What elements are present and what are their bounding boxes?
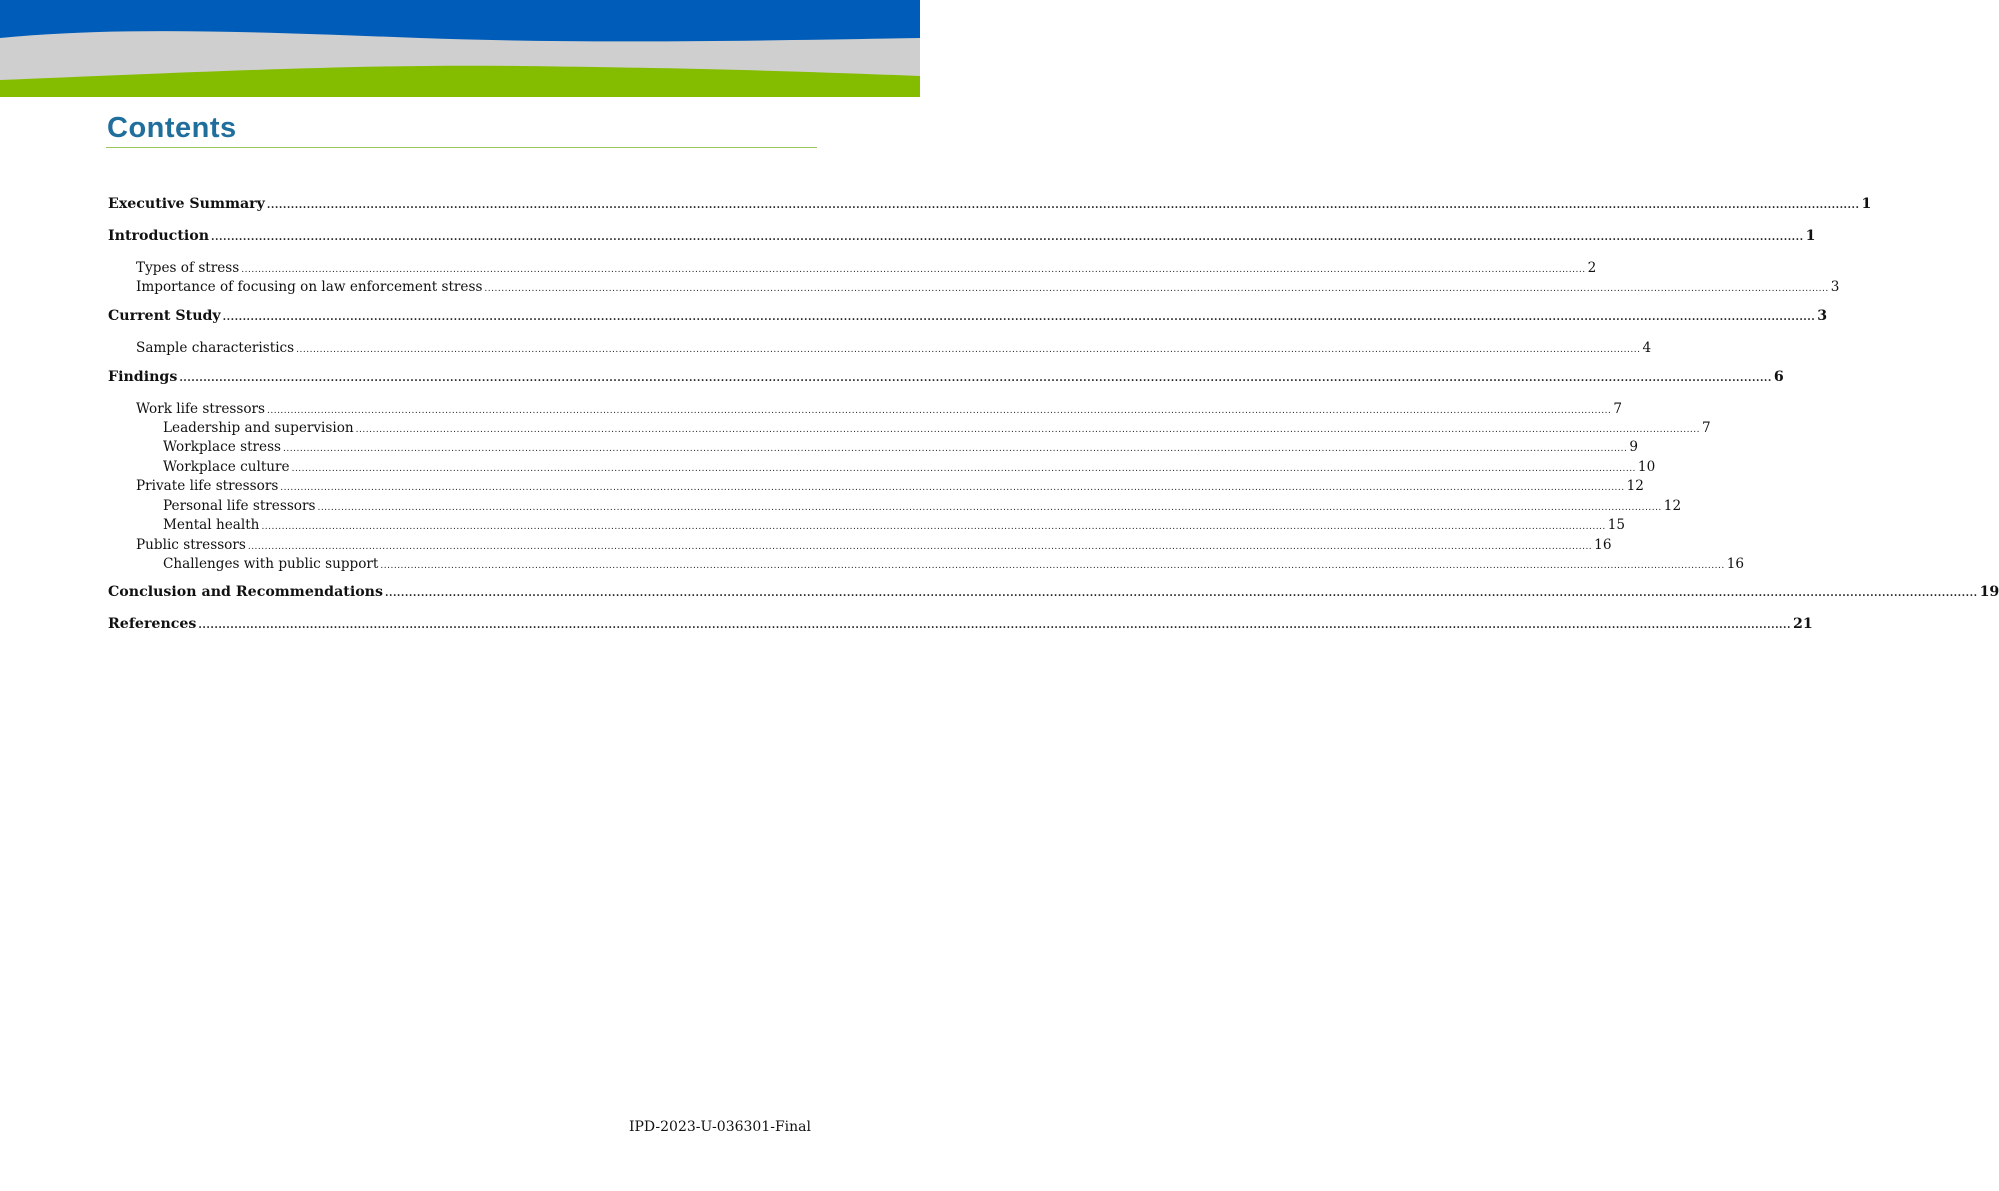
- toc-page-number: 7: [1613, 401, 1622, 417]
- toc-leader: ................................................................................................................................................................................................................................................................................................................................................................................................................: [179, 373, 1772, 384]
- toc-entry-references[interactable]: [108, 614, 1813, 634]
- toc-entry-public-stressors[interactable]: [136, 535, 1612, 555]
- toc-label: Personal life stressors: [163, 498, 316, 514]
- toc-page-number: 16: [1726, 556, 1745, 572]
- toc-label: Findings: [108, 369, 178, 385]
- toc-page-number: 9: [1629, 439, 1639, 455]
- toc-label: Work life stressors: [136, 401, 265, 417]
- toc-label: Public stressors: [136, 537, 246, 553]
- toc-page-number: 6: [1773, 369, 1784, 385]
- toc-entry-conclusion[interactable]: [108, 582, 1999, 602]
- toc-label: References: [108, 616, 197, 632]
- page-title: Contents: [107, 112, 237, 144]
- toc-page-number: 1: [1805, 228, 1816, 244]
- toc-leader: ................................................................................................................................................................................................................................................................................................................................................................................................................: [317, 503, 1662, 513]
- toc-entry-sample-characteristics[interactable]: [136, 338, 1652, 358]
- toc-label: Sample characteristics: [136, 340, 295, 356]
- toc-entry-executive-summary[interactable]: [108, 194, 1872, 214]
- toc-entry-types-of-stress[interactable]: [136, 258, 1597, 278]
- toc-page-number: 12: [1663, 498, 1682, 514]
- toc-leader: ................................................................................................................................................................................................................................................................................................................................................................................................................: [222, 312, 1816, 323]
- toc-label: Workplace culture: [163, 459, 290, 475]
- toc-entry-mental-health[interactable]: [163, 515, 1626, 535]
- toc-page-number: 3: [1830, 279, 1840, 295]
- toc-entry-findings[interactable]: [108, 367, 1784, 387]
- document-id: IPD-2023-U-036301-Final: [628, 1119, 811, 1135]
- toc-entry-leadership-supervision[interactable]: [163, 418, 1711, 438]
- toc-entry-introduction[interactable]: [108, 226, 1816, 246]
- toc-leader: ................................................................................................................................................................................................................................................................................................................................................................................................................: [280, 483, 1625, 493]
- toc-leader: ................................................................................................................................................................................................................................................................................................................................................................................................................: [355, 425, 1701, 435]
- toc-entry-private-life-stressors[interactable]: [136, 476, 1644, 496]
- toc-page-number: 15: [1607, 517, 1626, 533]
- toc-label: Types of stress: [136, 260, 240, 276]
- toc-entry-importance-focusing[interactable]: [136, 277, 1840, 297]
- toc-leader: ................................................................................................................................................................................................................................................................................................................................................................................................................: [384, 588, 1978, 599]
- toc-page-number: 12: [1626, 478, 1644, 494]
- toc-leader: ................................................................................................................................................................................................................................................................................................................................................................................................................: [283, 444, 1628, 454]
- toc-entry-work-life-stressors[interactable]: [136, 399, 1622, 419]
- toc-page-number: 2: [1587, 260, 1597, 276]
- toc-leader: ................................................................................................................................................................................................................................................................................................................................................................................................................: [198, 620, 1791, 631]
- toc-page-number: 4: [1642, 340, 1652, 356]
- toc-label: Challenges with public support: [163, 556, 379, 572]
- toc-label: Private life stressors: [136, 478, 279, 494]
- toc-leader: ................................................................................................................................................................................................................................................................................................................................................................................................................: [247, 542, 1593, 552]
- toc-page-number: 7: [1702, 420, 1711, 436]
- toc-leader: ................................................................................................................................................................................................................................................................................................................................................................................................................: [241, 265, 1586, 275]
- toc-leader: ................................................................................................................................................................................................................................................................................................................................................................................................................: [266, 200, 1860, 211]
- toc-label: Leadership and supervision: [163, 420, 354, 436]
- toc-page-number: 19: [1979, 584, 1999, 600]
- toc-page-number: 1: [1861, 196, 1872, 212]
- toc-entry-personal-life-stressors[interactable]: [163, 496, 1682, 516]
- toc-page-number: 21: [1793, 616, 1813, 632]
- toc-label: Importance of focusing on law enforcement stress: [136, 279, 483, 295]
- toc-page-number: 3: [1817, 308, 1828, 324]
- toc-leader: ................................................................................................................................................................................................................................................................................................................................................................................................................: [266, 406, 1612, 416]
- toc-label: Mental health: [163, 517, 260, 533]
- toc-page-number: 10: [1637, 459, 1656, 475]
- toc-label: Executive Summary: [108, 196, 265, 212]
- toc-leader: ................................................................................................................................................................................................................................................................................................................................................................................................................: [291, 464, 1636, 474]
- toc-entry-challenges-public-support[interactable]: [163, 554, 1745, 574]
- toc-label: Current Study: [108, 308, 221, 324]
- toc-leader: ................................................................................................................................................................................................................................................................................................................................................................................................................: [380, 561, 1725, 571]
- toc-label: Introduction: [108, 228, 210, 244]
- toc-leader: ................................................................................................................................................................................................................................................................................................................................................................................................................: [261, 522, 1606, 532]
- toc-page-number: 16: [1594, 537, 1612, 553]
- toc-leader: ................................................................................................................................................................................................................................................................................................................................................................................................................: [296, 345, 1641, 355]
- toc-entry-current-study[interactable]: [108, 306, 1828, 326]
- toc-leader: ................................................................................................................................................................................................................................................................................................................................................................................................................: [484, 284, 1829, 294]
- toc-entry-workplace-culture[interactable]: [163, 457, 1656, 477]
- toc-label: Workplace stress: [163, 439, 282, 455]
- toc-leader: ................................................................................................................................................................................................................................................................................................................................................................................................................: [211, 232, 1804, 243]
- toc-label: Conclusion and Recommendations: [108, 584, 383, 600]
- toc-entry-workplace-stress[interactable]: [163, 437, 1639, 457]
